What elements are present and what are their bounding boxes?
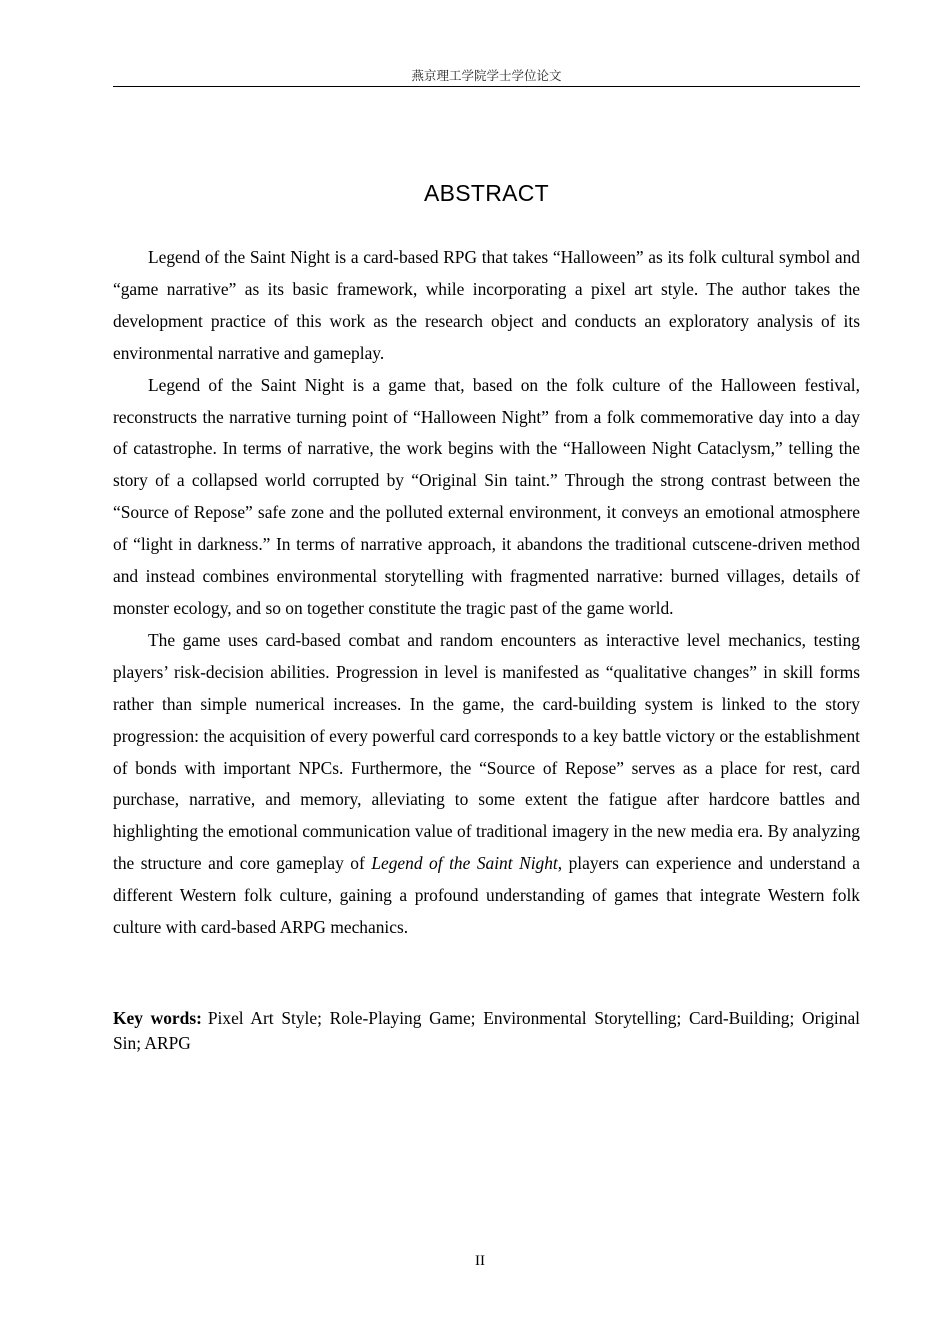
abstract-body (113, 242, 860, 944)
abstract-paragraph-1: Legend of the Saint Night is a card-based RPG that takes “Halloween” as its folk cultural symbol and “game narrative” as its basic framework, while incorporating a pixel art style. The author takes the development practice of this work as the research object and conducts an exploratory analysis of its environmental narrative and gameplay. (113, 247, 860, 363)
page-number: II (475, 1253, 485, 1269)
keywords-list: Pixel Art Style; Role-Playing Game; Environmental Storytelling; Card-Building; Original Sin; ARPG (113, 1008, 861, 1053)
paragraph-3-text-after: , players can experience and understand a different Western folk culture, gaining a profound understanding of games that integrate Western folk culture with card-based ARPG mechanics. (113, 853, 860, 938)
keywords-block (113, 1006, 860, 1056)
abstract-paragraph-3 (113, 625, 860, 944)
abstract-paragraph-2: Legend of the Saint Night is a game that, based on the folk culture of the Halloween festival, reconstructs the narrative turning point of “Halloween Night” from a folk commemorative day into a day of catastrophe. In terms of narrative, the work begins with the “Halloween Night Cataclysm,” telling the story of a collapsed world corrupted by “Original Sin taint.” Through the strong contrast between the “Source of Repose” safe zone and the polluted external environment, it conveys an emotional atmosphere of “light in darkness.” In terms of narrative approach, it abandons the traditional cutscene-driven method and instead combines environmental storytelling with fragmented narrative: burned villages, details of monster ecology, and so on together constitute the tragic past of the game world. (113, 374, 860, 618)
paragraph-3-text-before: The game uses card-based combat and random encounters as interactive level mechanics, testing players’ risk-decision abilities. Progression in level is manifested as “qualitative changes” in skill forms rather than simple numerical increases. In the game, the card-building system is linked to the story progression: the acquisition of every powerful card corresponds to a key battle victory or the establishment of bonds with important NPCs. Furthermore, the “Source of Repose” serves as a place for rest, card purchase, narrative, and memory, alleviating to some extent the fatigue after hardcore battles and highlighting the emotional communication value of traditional imagery in the new media era. By analyzing the structure and core gameplay of (113, 629, 860, 874)
header-text: 燕京理工学院学士学位论文 (411, 68, 562, 83)
keywords-label: Key words: (113, 1008, 202, 1028)
game-title-italic: Legend of the Saint Night (371, 853, 558, 874)
abstract-title: ABSTRACT (423, 180, 550, 206)
running-header (113, 66, 860, 87)
